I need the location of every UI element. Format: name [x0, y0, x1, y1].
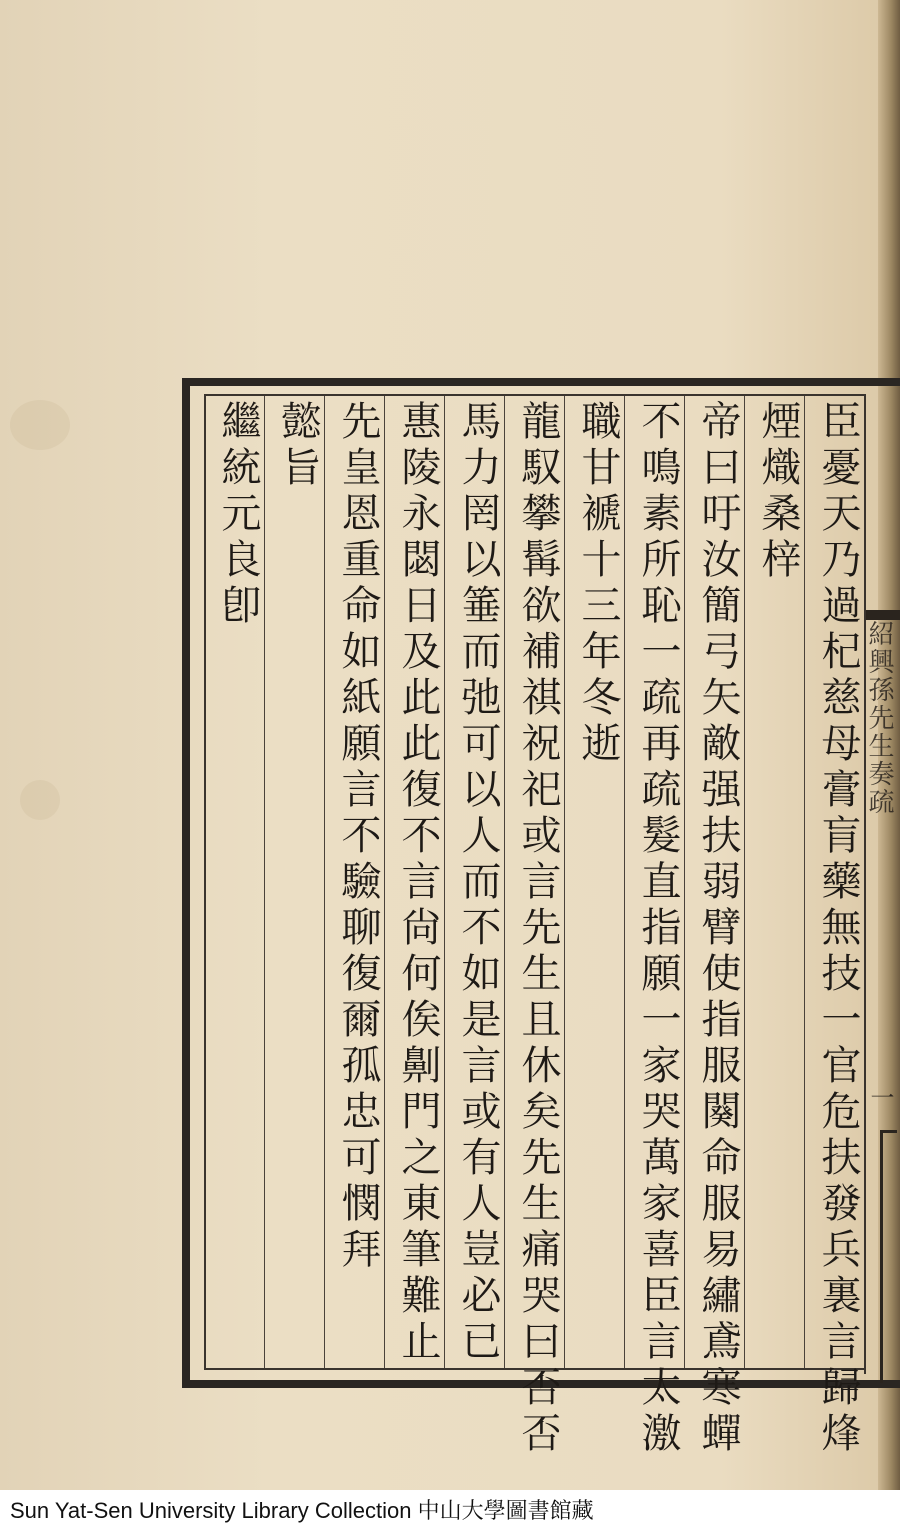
- fishtail-mark: [866, 610, 900, 620]
- text-column-9: 先皇恩重命如紙願言不驗聊復爾孤忠可憫拜: [335, 400, 381, 1274]
- text-column-10: 懿旨: [275, 400, 321, 492]
- margin-book-title: 紹興孫先生奏疏: [864, 620, 894, 816]
- page-stain: [20, 780, 60, 820]
- margin-page-number: 一: [866, 1085, 894, 1109]
- text-column-11: 繼統元良卽: [215, 400, 261, 630]
- text-column-1: 臣憂天乃過杞慈母膏肓藥無技一官危扶發兵裏言歸烽: [815, 400, 861, 1458]
- text-column-7: 馬力罔以箠而弛可以人而不如是言或有人豈必已: [455, 400, 501, 1366]
- text-column-4: 不鳴素所恥一疏再疏髮直指願一家哭萬家喜臣言太激: [635, 400, 681, 1458]
- text-column-8: 惠陵永閟日及此此復不言尙何俟劓門之東筆難止: [395, 400, 441, 1366]
- margin-bracket: [880, 1130, 897, 1383]
- collection-credit: Sun Yat-Sen University Library Collection 中山大學圖書館藏: [10, 1498, 594, 1523]
- column-rule: [324, 396, 325, 1368]
- page-stain: [10, 400, 70, 450]
- text-column-2: 煙熾桑梓: [755, 400, 801, 584]
- text-column-6: 龍馭攀髯欲補祺祝祀或言先生且休矣先生痛哭曰否否: [515, 400, 561, 1458]
- text-column-5: 職甘褫十三年冬逝: [575, 400, 621, 768]
- text-column-3: 帝曰吁汝簡弓矢敵强扶弱臂使指服闋命服易繡鳶寒蟬: [695, 400, 741, 1458]
